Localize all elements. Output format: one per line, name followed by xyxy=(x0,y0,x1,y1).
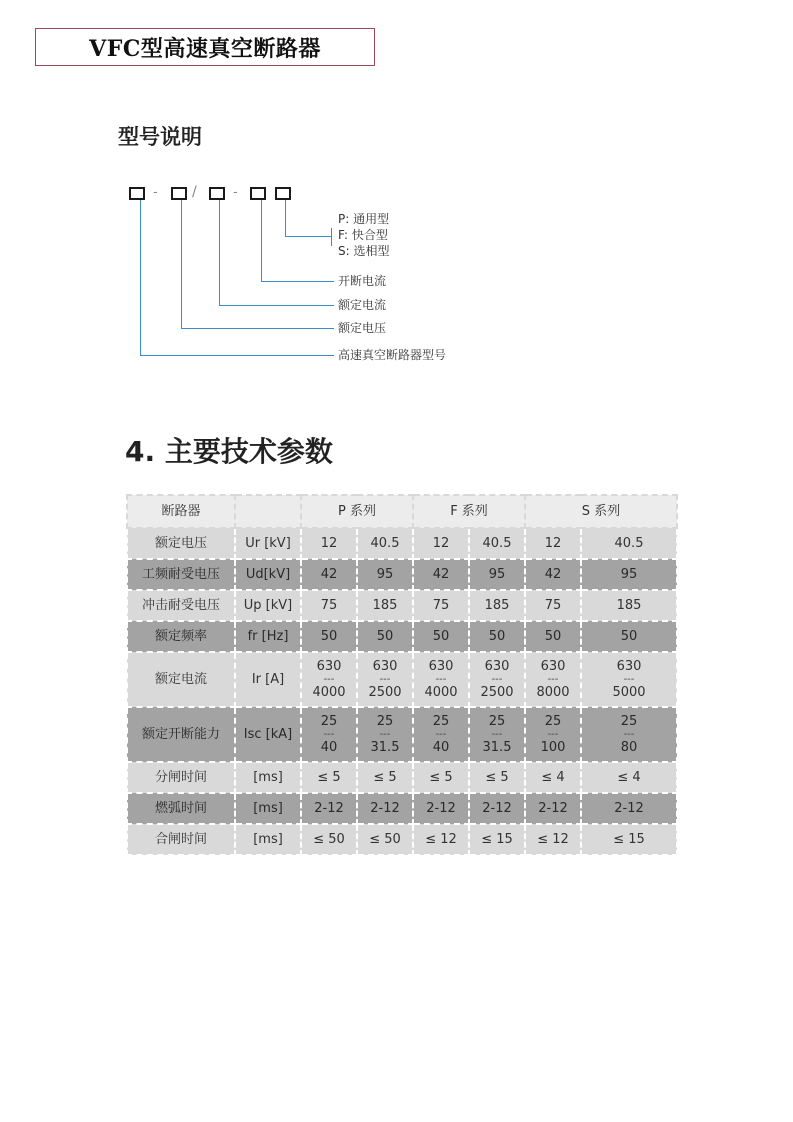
cell-value: ≤ 50 xyxy=(301,824,357,855)
connector-line xyxy=(140,355,334,356)
param-unit: [ms] xyxy=(235,762,301,793)
cell-value: 2-12 xyxy=(301,793,357,824)
cell-value: 185 xyxy=(357,590,413,621)
connector-line xyxy=(181,200,182,328)
code-box-current xyxy=(209,187,225,200)
range-min: 630 xyxy=(484,658,510,674)
cell-range xyxy=(581,707,677,762)
legend-rated-voltage: 额定电压 xyxy=(338,321,387,335)
param-name: 额定电流 xyxy=(127,652,235,707)
cell-value: 12 xyxy=(525,528,581,559)
cell-value: 185 xyxy=(469,590,525,621)
cell-value: ≤ 12 xyxy=(525,824,581,855)
cell-value: 95 xyxy=(357,559,413,590)
cell-value: ≤ 50 xyxy=(357,824,413,855)
range-separator: --- xyxy=(623,728,635,740)
range-max: 4000 xyxy=(424,684,458,700)
range-separator: --- xyxy=(491,673,503,685)
code-separator: - xyxy=(153,185,158,200)
table-row-impulse-withstand xyxy=(127,590,677,621)
cell-value: 2-12 xyxy=(581,793,677,824)
param-unit: Up [kV] xyxy=(235,590,301,621)
cell-range xyxy=(525,707,581,762)
cell-value: ≤ 5 xyxy=(469,762,525,793)
connector-line xyxy=(261,200,262,281)
range-separator: --- xyxy=(435,673,447,685)
cell-value: 42 xyxy=(301,559,357,590)
legend-rated-current: 额定电流 xyxy=(338,298,387,312)
cell-value: ≤ 4 xyxy=(581,762,677,793)
range-max: 80 xyxy=(620,739,638,755)
cell-value: ≤ 15 xyxy=(581,824,677,855)
code-separator: / xyxy=(192,184,197,200)
table-row-opening-time xyxy=(127,762,677,793)
cell-range xyxy=(525,652,581,707)
cell-value: 2-12 xyxy=(525,793,581,824)
cell-value: ≤ 5 xyxy=(413,762,469,793)
cell-value: 50 xyxy=(525,621,581,652)
range-max: 2500 xyxy=(480,684,514,700)
range-min: 25 xyxy=(620,713,638,729)
header-unit xyxy=(235,495,301,528)
table-row-arcing-time xyxy=(127,793,677,824)
header-series-f: F 系列 xyxy=(413,495,525,528)
connector-line xyxy=(261,281,334,282)
table-row-rated-breaking-capacity xyxy=(127,707,677,762)
cell-value: 50 xyxy=(413,621,469,652)
range-separator: --- xyxy=(323,673,335,685)
table-row-rated-frequency xyxy=(127,621,677,652)
tech-params-heading: 4. 主要技术参数 xyxy=(125,435,333,468)
range-max: 100 xyxy=(540,739,566,755)
range-max: 40 xyxy=(432,739,450,755)
cell-value: 2-12 xyxy=(357,793,413,824)
param-unit: [ms] xyxy=(235,824,301,855)
table-row-power-frequency-withstand xyxy=(127,559,677,590)
cell-range xyxy=(301,707,357,762)
range-max: 5000 xyxy=(612,684,646,700)
table-row-rated-voltage xyxy=(127,528,677,559)
cell-value: ≤ 15 xyxy=(469,824,525,855)
cell-range xyxy=(357,707,413,762)
legend-model: 高速真空断路器型号 xyxy=(338,348,447,362)
cell-value: 2-12 xyxy=(413,793,469,824)
table-header-row xyxy=(127,495,677,528)
document-title: VFC型高速真空断路器 xyxy=(89,35,321,62)
cell-value: 40.5 xyxy=(469,528,525,559)
range-max: 8000 xyxy=(536,684,570,700)
cell-value: 50 xyxy=(357,621,413,652)
type-option-f: F: 快合型 xyxy=(338,228,388,242)
code-box-voltage xyxy=(171,187,187,200)
connector-line xyxy=(219,305,334,306)
range-min: 25 xyxy=(432,713,450,729)
range-separator: --- xyxy=(323,728,335,740)
cell-value: ≤ 5 xyxy=(357,762,413,793)
range-separator: --- xyxy=(547,673,559,685)
range-max: 40 xyxy=(320,739,338,755)
param-unit: fr [Hz] xyxy=(235,621,301,652)
cell-range xyxy=(469,652,525,707)
range-min: 25 xyxy=(320,713,338,729)
model-code-diagram xyxy=(0,0,793,400)
cell-range xyxy=(413,707,469,762)
cell-range xyxy=(581,652,677,707)
range-min: 25 xyxy=(488,713,506,729)
code-box-type xyxy=(275,187,291,200)
cell-value: 2-12 xyxy=(469,793,525,824)
header-series-p: P 系列 xyxy=(301,495,413,528)
param-name: 冲击耐受电压 xyxy=(127,590,235,621)
table-row-rated-current xyxy=(127,652,677,707)
range-separator: --- xyxy=(379,728,391,740)
cell-value: 50 xyxy=(581,621,677,652)
connector-line xyxy=(219,200,220,305)
param-unit: [ms] xyxy=(235,793,301,824)
param-name: 燃弧时间 xyxy=(127,793,235,824)
cell-value: 12 xyxy=(413,528,469,559)
cell-value: 95 xyxy=(581,559,677,590)
model-explanation-heading: 型号说明 xyxy=(118,125,202,149)
code-separator: - xyxy=(233,185,238,200)
range-separator: --- xyxy=(491,728,503,740)
range-min: 630 xyxy=(372,658,398,674)
cell-value: 75 xyxy=(413,590,469,621)
cell-value: 50 xyxy=(469,621,525,652)
cell-range xyxy=(413,652,469,707)
table-row-closing-time xyxy=(127,824,677,855)
param-unit: Ur [kV] xyxy=(235,528,301,559)
param-unit: Ir [A] xyxy=(235,652,301,707)
cell-value: ≤ 4 xyxy=(525,762,581,793)
cell-range xyxy=(357,652,413,707)
cell-value: 75 xyxy=(525,590,581,621)
range-max: 31.5 xyxy=(370,739,400,755)
cell-value: 42 xyxy=(525,559,581,590)
range-min: 630 xyxy=(540,658,566,674)
tech-params-table xyxy=(126,494,678,856)
cell-value: 42 xyxy=(413,559,469,590)
cell-value: 50 xyxy=(301,621,357,652)
header-breaker: 断路器 xyxy=(127,495,235,528)
bracket-line xyxy=(331,228,332,246)
param-name: 分闸时间 xyxy=(127,762,235,793)
cell-value: ≤ 12 xyxy=(413,824,469,855)
range-min: 25 xyxy=(376,713,394,729)
cell-value: 75 xyxy=(301,590,357,621)
range-separator: --- xyxy=(623,673,635,685)
connector-line xyxy=(181,328,334,329)
type-option-p: P: 通用型 xyxy=(338,212,390,226)
cell-value: 95 xyxy=(469,559,525,590)
param-name: 额定电压 xyxy=(127,528,235,559)
param-unit: Ud[kV] xyxy=(235,559,301,590)
param-name: 工频耐受电压 xyxy=(127,559,235,590)
range-min: 25 xyxy=(544,713,562,729)
range-max: 2500 xyxy=(368,684,402,700)
cell-value: 40.5 xyxy=(357,528,413,559)
range-separator: --- xyxy=(435,728,447,740)
range-min: 630 xyxy=(616,658,642,674)
param-unit: Isc [kA] xyxy=(235,707,301,762)
code-box-breaking xyxy=(250,187,266,200)
connector-line xyxy=(285,236,331,237)
type-option-s: S: 选相型 xyxy=(338,244,390,258)
param-name: 合闸时间 xyxy=(127,824,235,855)
range-max: 31.5 xyxy=(482,739,512,755)
connector-line xyxy=(285,200,286,236)
cell-value: 12 xyxy=(301,528,357,559)
cell-value: ≤ 5 xyxy=(301,762,357,793)
cell-range xyxy=(469,707,525,762)
param-name: 额定开断能力 xyxy=(127,707,235,762)
param-name: 额定频率 xyxy=(127,621,235,652)
code-box-model xyxy=(129,187,145,200)
header-series-s: S 系列 xyxy=(525,495,677,528)
range-separator: --- xyxy=(379,673,391,685)
connector-line xyxy=(140,200,141,355)
legend-breaking-current: 开断电流 xyxy=(338,274,387,288)
range-min: 630 xyxy=(316,658,342,674)
cell-value: 185 xyxy=(581,590,677,621)
range-min: 630 xyxy=(428,658,454,674)
cell-value: 40.5 xyxy=(581,528,677,559)
cell-range xyxy=(301,652,357,707)
range-max: 4000 xyxy=(312,684,346,700)
range-separator: --- xyxy=(547,728,559,740)
